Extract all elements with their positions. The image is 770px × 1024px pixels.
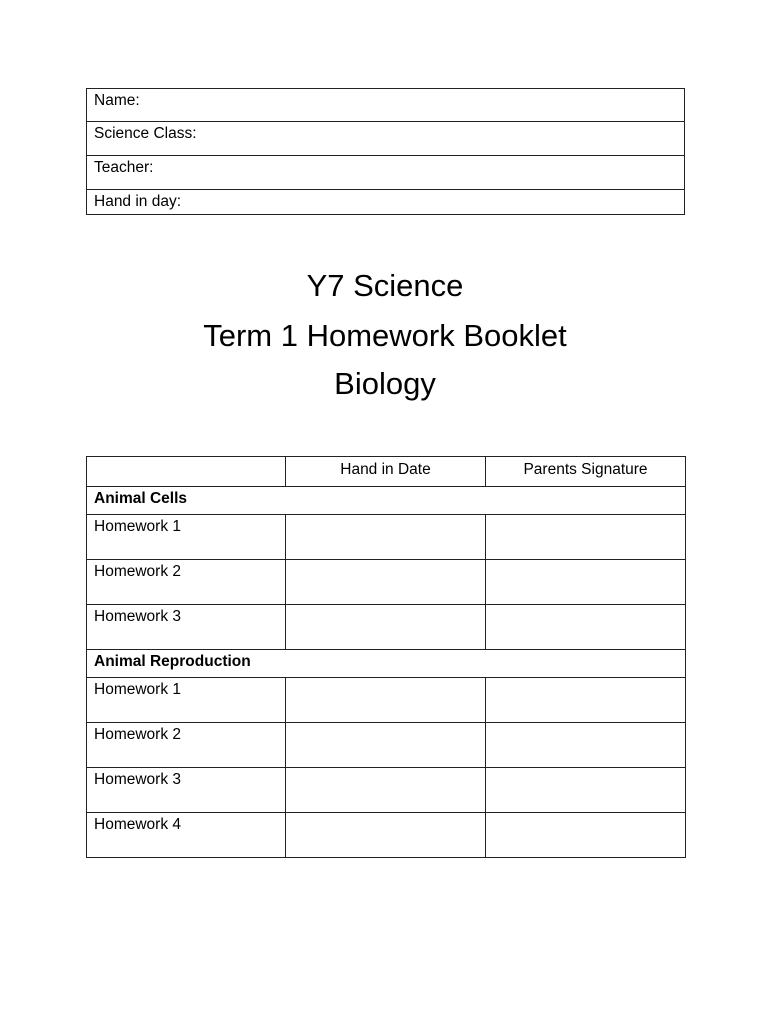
- table-row: [87, 605, 686, 650]
- table-row: [87, 723, 686, 768]
- name-label: Name:: [94, 92, 140, 109]
- homework-label: Homework 4: [87, 813, 286, 858]
- hand-in-date-cell[interactable]: [286, 678, 486, 723]
- table-header-row: [87, 457, 686, 487]
- hand-in-date-cell[interactable]: [286, 768, 486, 813]
- hand-in-date-cell[interactable]: [286, 515, 486, 560]
- section-row-animal-reproduction: [87, 650, 686, 678]
- table-row: [87, 768, 686, 813]
- science-class-label: Science Class:: [94, 125, 197, 142]
- hand-in-day-field[interactable]: [87, 190, 684, 214]
- homework-label: Homework 2: [87, 723, 286, 768]
- header-hand-in-date: Hand in Date: [286, 457, 486, 487]
- parents-signature-cell[interactable]: [486, 605, 686, 650]
- homework-label: Homework 2: [87, 560, 286, 605]
- table-row: [87, 813, 686, 858]
- homework-table: [86, 456, 686, 858]
- parents-signature-cell[interactable]: [486, 515, 686, 560]
- homework-label: Homework 3: [87, 768, 286, 813]
- section-title: Animal Cells: [87, 487, 686, 515]
- title-line-2: Term 1 Homework Booklet: [203, 318, 567, 353]
- parents-signature-cell[interactable]: [486, 560, 686, 605]
- table-row: [87, 515, 686, 560]
- hand-in-date-cell[interactable]: [286, 813, 486, 858]
- hand-in-date-cell[interactable]: [286, 605, 486, 650]
- section-row-animal-cells: [87, 487, 686, 515]
- homework-label: Homework 1: [87, 678, 286, 723]
- title-line-3: Biology: [334, 366, 436, 401]
- student-info-table: [86, 88, 685, 215]
- parents-signature-cell[interactable]: [486, 768, 686, 813]
- name-field[interactable]: [87, 89, 684, 122]
- parents-signature-cell[interactable]: [486, 678, 686, 723]
- header-blank: [87, 457, 286, 487]
- table-row: [87, 560, 686, 605]
- homework-label: Homework 1: [87, 515, 286, 560]
- hand-in-day-label: Hand in day:: [94, 193, 182, 210]
- teacher-field[interactable]: [87, 156, 684, 190]
- parents-signature-cell[interactable]: [486, 813, 686, 858]
- title-line-1: Y7 Science: [306, 268, 464, 303]
- hand-in-date-cell[interactable]: [286, 723, 486, 768]
- table-row: [87, 678, 686, 723]
- homework-label: Homework 3: [87, 605, 286, 650]
- science-class-field[interactable]: [87, 122, 684, 156]
- teacher-label: Teacher:: [94, 159, 154, 176]
- header-parents-signature: Parents Signature: [486, 457, 686, 487]
- hand-in-date-cell[interactable]: [286, 560, 486, 605]
- section-title: Animal Reproduction: [87, 650, 686, 678]
- parents-signature-cell[interactable]: [486, 723, 686, 768]
